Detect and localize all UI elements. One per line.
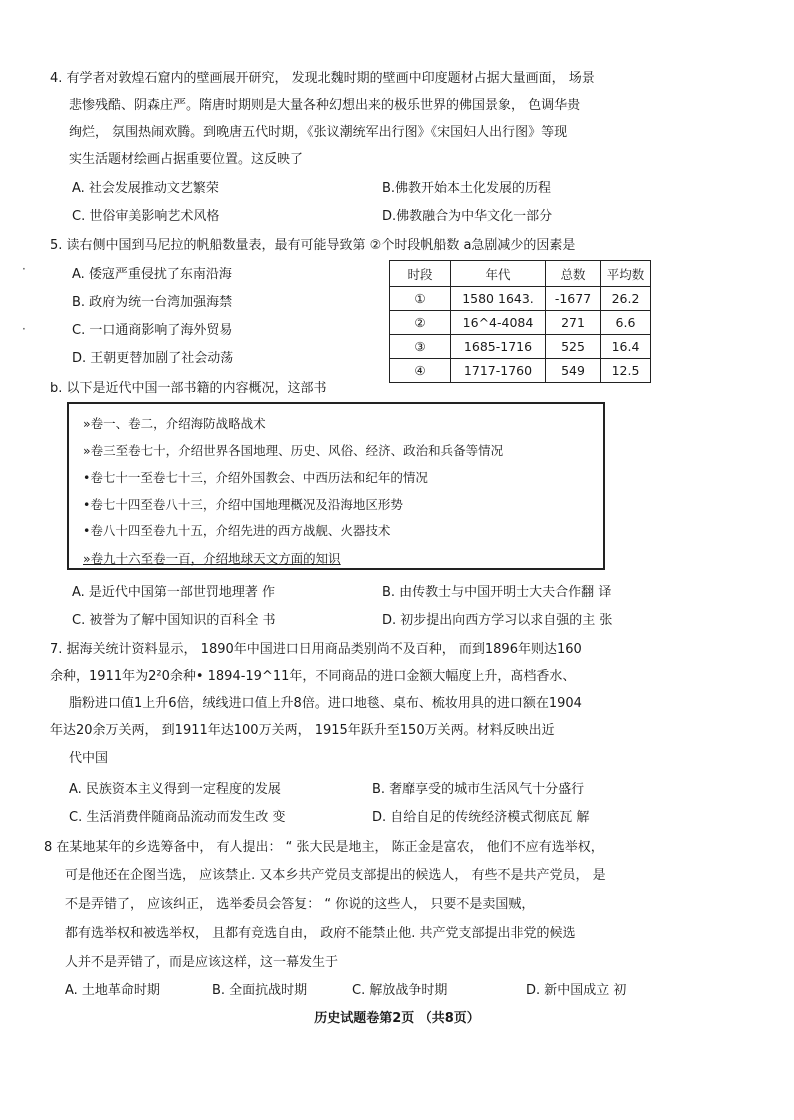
table-cell: 16.4 <box>601 335 651 359</box>
q4-option-b[interactable]: B.佛教开始本土化发展的历程 <box>382 181 552 196</box>
scan-mark: · <box>22 322 26 336</box>
q5-stem: 5. 读右侧中国到马尼拉的帆船数量表，最有可能导致第 ②个时段帆船数 a急剧减少的因素是 <box>50 238 576 253</box>
q4-line-3: 绚烂， 氛围热闹欢腾。到晚唐五代时期，《张议潮统军出行图》《宋国妇人出行图》等现 <box>69 125 568 140</box>
table-cell: -1677 <box>546 287 601 311</box>
table-header-cell: 总数 <box>546 261 601 287</box>
book-item: »卷三至卷七十，介绍世界各国地理、历史、风俗、经济、政治和兵备等情况 <box>83 443 504 458</box>
table-cell: 6.6 <box>601 311 651 335</box>
q6-option-b[interactable]: B. 由传教士与中国开明士大夫合作翻 译 <box>382 585 612 600</box>
q5-option-a[interactable]: A. 倭寇严重侵扰了东南沿海 <box>72 267 232 282</box>
table-cell: ① <box>390 287 451 311</box>
q4-option-d[interactable]: D.佛教融合为中华文化一部分 <box>382 209 553 224</box>
table-row <box>390 359 651 383</box>
q4-line-1: 4. 有学者对敦煌石窟内的壁画展开研究， 发现北魏时期的壁画中印度题材占据大量画面， 场景 <box>50 71 595 86</box>
book-item: »卷九十六至卷一百，介绍地球天文方面的知识 <box>83 551 341 566</box>
q8-line-3: 不是弄错了， 应该纠正， 选举委员会答复： “ 你说的这些人， 只要不是卖国贼， <box>65 897 535 912</box>
q7-line-2: 余种，1911年为2²0余种• 1894-19^11年，不同商品的进口金额大幅度上升，髙档香水、 <box>50 669 576 684</box>
q6-option-a[interactable]: A. 是近代中国第一部世罚地理著 作 <box>72 585 276 600</box>
table-row <box>390 335 651 359</box>
q8-line-4: 都有选举权和被选举权， 且都有竞选自由， 政府不能禁止他. 共产党支部提出非党的候选 <box>65 926 576 941</box>
q5-option-c[interactable]: C. 一口通商影响了海外贸易 <box>72 323 233 338</box>
q8-line-5: 人并不是弄错了，而是应该这样，这一幕发生于 <box>65 955 339 970</box>
table-cell: ④ <box>390 359 451 383</box>
table-cell: 549 <box>546 359 601 383</box>
table-cell: 1717-1760 <box>451 359 546 383</box>
q6-option-d[interactable]: D. 初步提出向西方学习以求自强的主 张 <box>382 613 613 628</box>
q7-option-b[interactable]: B. 奢靡享受的城市生活风气十分盛行 <box>372 782 585 797</box>
q4-option-c[interactable]: C. 世俗审美影响艺术风格 <box>72 209 220 224</box>
q8-option-a[interactable]: A. 土地革命时期 <box>65 983 160 998</box>
q5-option-b[interactable]: B. 政府为统一台湾加强海禁 <box>72 295 233 310</box>
book-item: •卷八十四至卷九十五，介绍先进的西方战舰、火器技术 <box>83 523 391 538</box>
q8-line-1: 8 在某地某年的乡选筹备中， 有人提出： “ 张大民是地主， 陈正金是富农， 他们不应有选举权， <box>44 840 604 855</box>
q8-line-2: 可是他还在企图当选， 应该禁止. 又本乡共产党员支部提出的候选人， 有些不是共产党员， 是 <box>65 868 606 883</box>
book-item: •卷七十一至卷七十三，介绍外国教会、中西历法和纪年的情况 <box>83 470 428 485</box>
q7-line-5: 代中国 <box>69 751 109 766</box>
table-row <box>390 287 651 311</box>
table-cell: 1685-1716 <box>451 335 546 359</box>
table-cell: 271 <box>546 311 601 335</box>
table-header-row <box>390 261 651 287</box>
book-item: •卷七十四至卷八十三，介绍中国地理概况及沿海地区形势 <box>83 497 403 512</box>
q8-option-b[interactable]: B. 全面抗战时期 <box>212 983 308 998</box>
table-header-cell: 年代 <box>451 261 546 287</box>
table-cell: 16^4-4084 <box>451 311 546 335</box>
q7-line-1: 7. 据海关统计资料显示， 1890年中国进口日用商品类别尚不及百种， 而到1896年则达160 <box>50 642 582 657</box>
sailing-ships-table <box>389 260 651 383</box>
q6-option-c[interactable]: C. 被誉为了解中国知识的百科全 书 <box>72 613 276 628</box>
q4-option-a[interactable]: A. 社会发展推动文艺繁荣 <box>72 181 219 196</box>
table-cell: ② <box>390 311 451 335</box>
table-cell: 525 <box>546 335 601 359</box>
q4-line-2: 悲惨残酷、阴森庄严。隋唐时期则是大量各种幻想出来的极乐世界的佛国景象， 色调华贵 <box>69 98 581 113</box>
table-header-cell: 时段 <box>390 261 451 287</box>
table-cell: 1580 1643. <box>451 287 546 311</box>
q7-option-a[interactable]: A. 民族资本主义得到一定程度的发展 <box>69 782 281 797</box>
q7-option-d[interactable]: D. 自给自足的传统经济模式彻底瓦 解 <box>372 810 590 825</box>
table-cell: 26.2 <box>601 287 651 311</box>
q7-line-4: 年达20余万关两， 到1911年达100万关两， 1915年跃升至150万关两。材料反映出近 <box>50 723 555 738</box>
q6-stem: b. 以下是近代中国一部书籍的内容概况，这部书 <box>50 381 327 396</box>
book-item: »卷一、卷二，介绍海防战略战术 <box>83 416 266 431</box>
page-footer: 历史试题卷第2页 （共8页） <box>314 1011 480 1026</box>
q7-option-c[interactable]: C. 生活消费伴随商品流动而发生改 变 <box>69 810 286 825</box>
table-cell: 12.5 <box>601 359 651 383</box>
q8-option-c[interactable]: C. 解放战争时期 <box>352 983 448 998</box>
scan-mark: · <box>22 262 26 276</box>
q4-line-4: 实生活题材绘画占据重要位置。这反映了 <box>69 152 304 167</box>
table-header-cell: 平均数 <box>601 261 651 287</box>
book-contents-box <box>67 402 605 570</box>
table-cell: ③ <box>390 335 451 359</box>
q7-line-3: 脂粉进口值1上升6倍，绒线进口值上升8倍。进口地毯、桌布、梳妆用具的进口额在1904 <box>69 696 582 711</box>
q8-option-d[interactable]: D. 新中国成立 初 <box>526 983 627 998</box>
table-row <box>390 311 651 335</box>
q5-option-d[interactable]: D. 王朝更替加剧了社会动荡 <box>72 351 234 366</box>
